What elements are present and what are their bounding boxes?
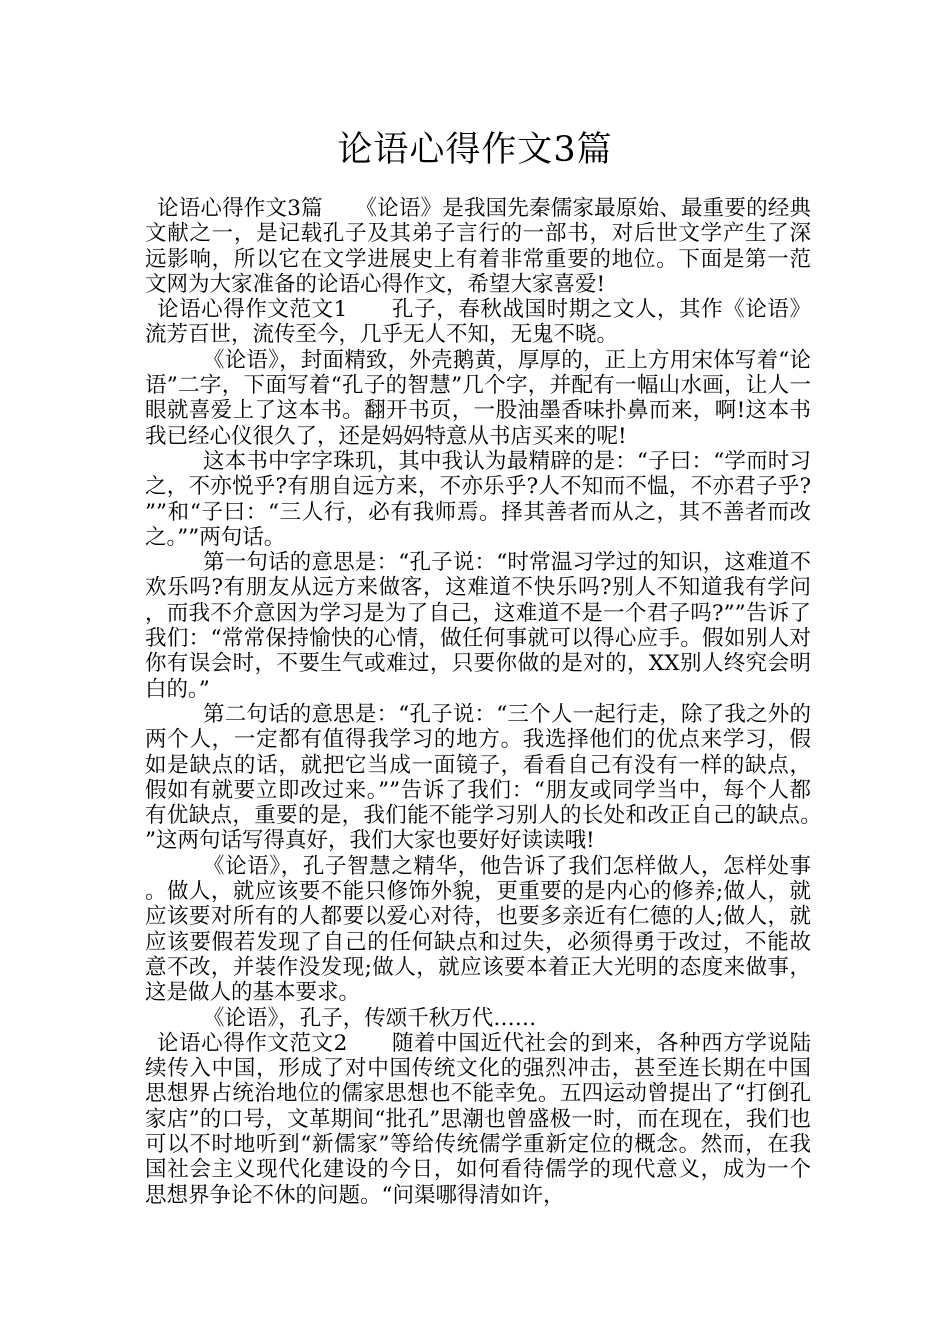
essay-1-heading-paragraph: 论语心得作文范文1 孔子，春秋战国时期之文人，其作《论语》流芳百世，流传至今，几乎无人不知，无鬼不晓。 bbox=[145, 297, 811, 348]
body-paragraph: 第一句话的意思是：“孔子说：“时常温习学过的知识，这难道不欢乐吗?有朋友从远方来做客，这难道不快乐吗?别人不知道我有学问，而我不介意因为学习是为了自己，这难道不是一个君子吗?””告诉了我们：“常常保持愉快的心情，做任何事就可以得心应手。假如别人对你有误会时，不要生气或难过，只要你做的是对的，XX别人终究会明白的。” bbox=[145, 550, 811, 702]
body-paragraph: 这本书中字字珠玑，其中我认为最精辟的是：“子曰：“学而时习之，不亦悦乎?有朋自远方来，不亦乐乎?人不知而不愠，不亦君子乎?””和“子曰：“三人行，必有我师焉。择其善者而从之，其不善者而改之。””两句话。 bbox=[145, 448, 811, 550]
document-body bbox=[145, 196, 811, 1208]
body-paragraph: 《论语》，孔子，传颂千秋万代…… bbox=[203, 1005, 537, 1031]
body-paragraph: 《论语》，封面精致，外壳鹅黄，厚厚的，正上方用宋体写着“论语”二字，下面写着“孔子的智慧”几个字，并配有一幅山水画，让人一眼就喜爱上了这本书。翻开书页，一股油墨香味扑鼻而来，啊!这本书我已经心仪很久了，还是妈妈特意从书店买来的呢! bbox=[145, 347, 811, 449]
essay-2-heading-paragraph: 论语心得作文范文2 随着中国近代社会的到来，各种西方学说陆续传入中国，形成了对中国传统文化的强烈冲击，甚至连长期在中国思想界占统治地位的儒家思想也不能幸免。五四运动曾提出了“打倒孔家店”的口号，文革期间“批孔”思潮也曾盛极一时，而在现在，我们也可以不时地听到“新儒家”等给传统儒学重新定位的概念。然而，在我国社会主义现代化建设的今日，如何看待儒学的现代意义，成为一个思想界争论不休的问题。“问渠哪得清如许， bbox=[145, 1030, 811, 1208]
body-paragraph: 第二句话的意思是：“孔子说：“三个人一起行走，除了我之外的两个人，一定都有值得我学习的地方。我选择他们的优点来学习，假如是缺点的话，就把它当成一面镜子，看看自己有没有一样的缺点，假如有就要立即改过来。””告诉了我们：“朋友或同学当中，每个人都有优缺点，重要的是，我们能不能学习别人的长处和改正自己的缺点。”这两句话写得真好，我们大家也要好好读读哦! bbox=[145, 701, 811, 854]
document-title: 论语心得作文3篇 bbox=[337, 130, 613, 170]
intro-paragraph: 论语心得作文3篇 《论语》是我国先秦儒家最原始、最重要的经典文献之一，是记载孔子及其弟子言行的一部书，对后世文学产生了深远影响，所以它在文学进展史上有着非常重要的地位。下面是第一范文网为大家准备的论语心得作文，希望大家喜爱! bbox=[145, 196, 811, 297]
body-paragraph: 《论语》，孔子智慧之精华，他告诉了我们怎样做人，怎样处事。做人，就应该要不能只修饰外貌，更重要的是内心的修养;做人，就应该要对所有的人都要以爱心对待，也要多亲近有仁德的人;做人，就应该要假若发现了自己的任何缺点和过失，必须得勇于改过，不能故意不改，并装作没发现;做人，就应该要本着正大光明的态度来做事，这是做人的基本要求。 bbox=[145, 853, 811, 1006]
